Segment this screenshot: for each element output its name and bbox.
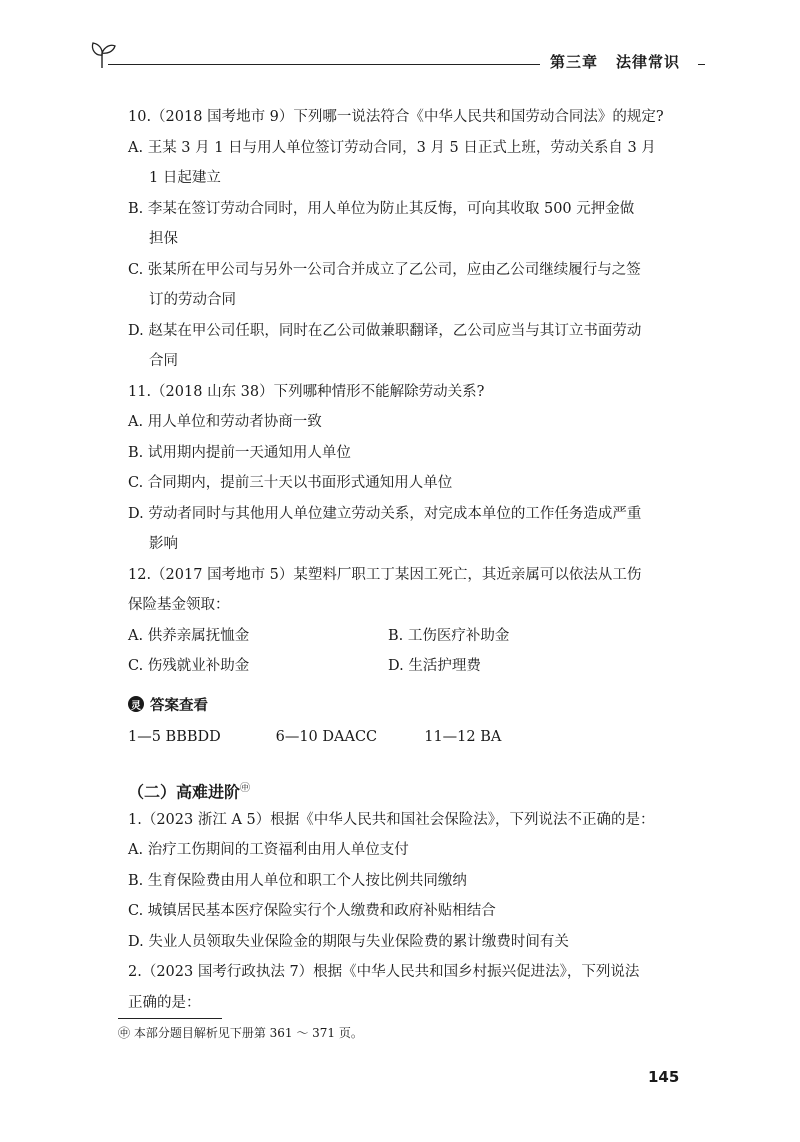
page-number: 145 (648, 1068, 680, 1086)
question-12-option-c: C. 伤残就业补助金 (128, 658, 250, 674)
answer-key-11-12: 11—12 BA (424, 728, 502, 745)
question-11-option-d: D. 劳动者同时与其他用人单位建立劳动关系，对完成本单位的工作任务造成严重 (128, 505, 642, 522)
footnote: ㊥ 本部分题目解析见下册第 361 ～ 371 页。 (118, 1026, 363, 1040)
question-10-option-a: A. 王某 3 月 1 日与用人单位签订劳动合同，3 月 5 日正式上班，劳动关系自 3 月 (128, 139, 656, 156)
answer-key-1-5: 1—5 BBBDD (128, 728, 221, 745)
advanced-question-2-stem: 2.（2023 国考行政执法 7）根据《中华人民共和国乡村振兴促进法》，下列说法 (128, 964, 640, 980)
question-11-option-a: A. 用人单位和劳动者协商一致 (128, 414, 322, 430)
page-body (128, 102, 708, 1018)
question-10-option-b: B. 李某在签订劳动合同时，用人单位为防止其反悔，可向其收取 500 元押金做 (128, 200, 635, 217)
question-10-option-d: D. 赵某在甲公司任职，同时在乙公司做兼职翻译，乙公司应当与其订立书面劳动 (128, 322, 642, 339)
advanced-question-1-option-a: A. 治疗工伤期间的工资福利由用人单位支付 (128, 842, 409, 858)
advanced-question-2-stem-cont: 正确的是： (128, 994, 201, 1011)
question-10-option-b-cont: 担保 (149, 231, 178, 247)
answer-key-6-10: 6—10 DAACC (275, 728, 378, 745)
answer-key (128, 719, 708, 755)
answer-section-heading (128, 694, 708, 715)
sprout-icon (90, 40, 116, 70)
header-rule-right (698, 64, 705, 65)
question-11-option-b: B. 试用期内提前一天通知用人单位 (128, 444, 351, 461)
question-10-option-a-cont: 1 日起建立 (149, 170, 221, 186)
question-11-stem: 11.（2018 山东 38）下列哪种情形不能解除劳动关系? (128, 383, 485, 400)
question-12-stem: 12.（2017 国考地市 5）某塑料厂职工丁某因工死亡，其近亲属可以依法从工伤 (128, 566, 642, 583)
question-10-option-c: C. 张某所在甲公司与另外一公司合并成立了乙公司，应由乙公司继续履行与之签 (128, 261, 641, 278)
answer-badge-icon: 灵 (128, 696, 144, 712)
question-12-option-b: B. 工伤医疗补助金 (388, 627, 510, 644)
question-10-option-c-cont: 订的劳动合同 (149, 292, 236, 308)
advanced-question-1-stem: 1.（2023 浙江 A 5）根据《中华人民共和国社会保险法》，下列说法不正确的是： (128, 811, 655, 828)
subsection-title: （二）高难进阶㊥ (128, 781, 251, 801)
question-10-stem: 10.（2018 国考地市 9）下列哪一说法符合《中华人民共和国劳动合同法》的规定? (128, 109, 664, 125)
question-11-option-c: C. 合同期内，提前三十天以书面形式通知用人单位 (128, 475, 453, 491)
running-header (90, 40, 705, 80)
advanced-question-1-option-b: B. 生育保险费由用人单位和职工个人按比例共同缴纳 (128, 872, 467, 889)
footnote-rule (118, 1018, 222, 1019)
advanced-question-1-option-d: D. 失业人员领取失业保险金的期限与失业保险费的累计缴费时间有关 (128, 933, 569, 950)
question-12-options-row-2 (128, 651, 708, 682)
header-rule-left (108, 64, 540, 65)
question-12-option-d: D. 生活护理费 (388, 658, 481, 674)
difficulty-mark-icon: ㊥ (240, 782, 251, 794)
question-12-options-row-1 (128, 621, 708, 652)
answer-section-title: 答案查看 (150, 697, 208, 714)
question-10-option-d-cont: 合同 (149, 353, 178, 369)
question-12-stem-cont: 保险基金领取： (128, 597, 230, 613)
question-11-option-d-cont: 影响 (149, 536, 178, 552)
question-12-option-a: A. 供养亲属抚恤金 (128, 627, 250, 644)
advanced-question-1-option-c: C. 城镇居民基本医疗保险实行个人缴费和政府补贴相结合 (128, 903, 496, 919)
chapter-title: 第三章 法律常识 (550, 53, 681, 71)
